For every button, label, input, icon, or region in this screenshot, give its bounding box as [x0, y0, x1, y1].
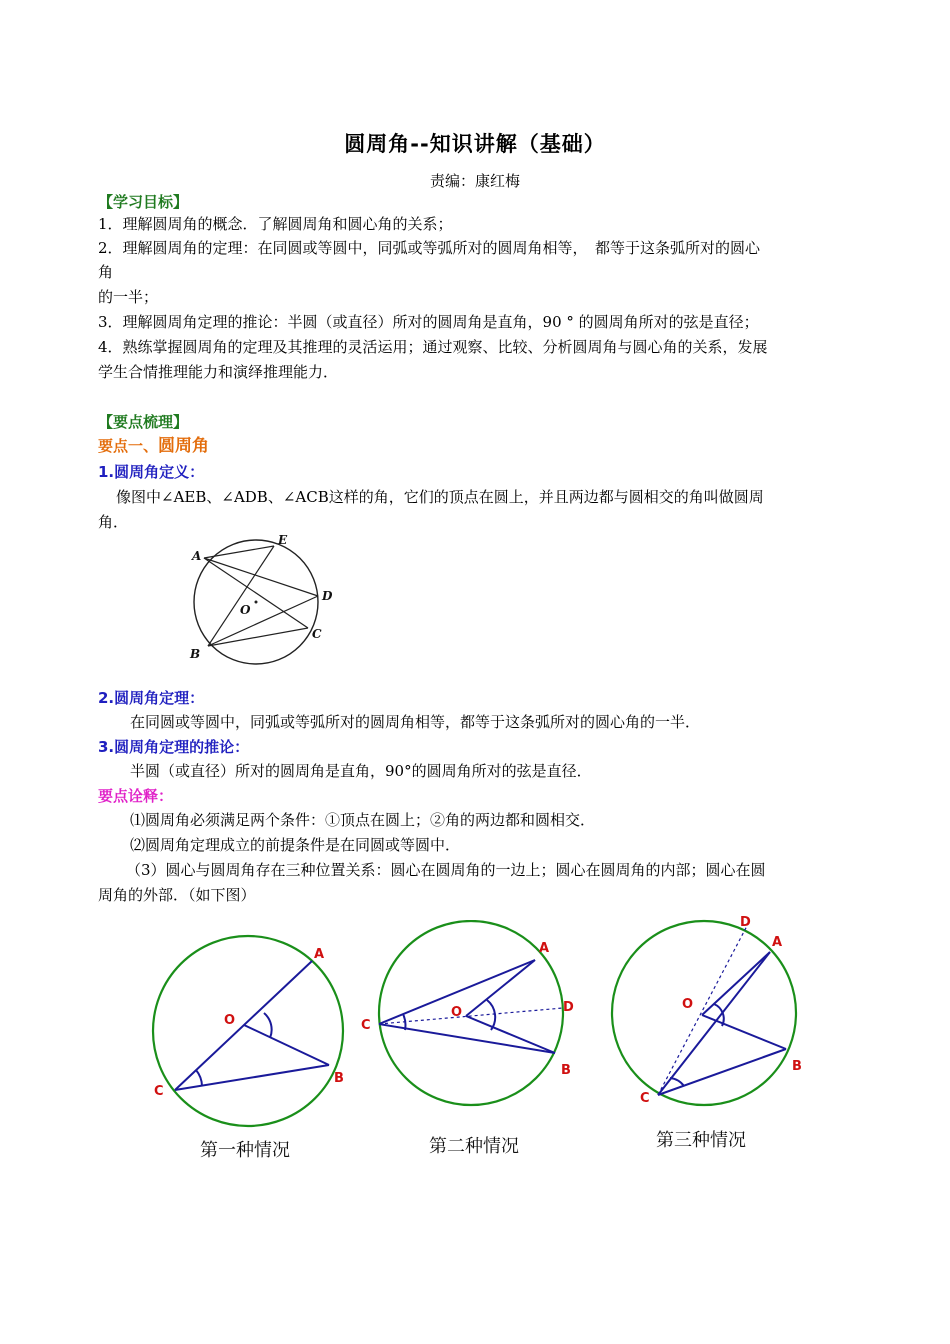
author-line: 责编：康红梅	[429, 172, 520, 190]
case-diameter	[658, 924, 748, 1095]
corollary-heading: 3.圆周角定理的推论：	[98, 738, 250, 756]
case1-caption: 第一种情况	[200, 1140, 290, 1161]
case-two-figure	[355, 920, 585, 1170]
goal-line: 4．熟练掌握圆周角的定理及其推理的灵活运用；通过观察、比较、分析圆周角与圆心角的关系，发展	[98, 338, 768, 356]
case1-label-o: O	[224, 1013, 236, 1028]
case1-label-c: C	[154, 1084, 164, 1099]
goal-line: 2．理解圆周角的定理：在同圆或等圆中，同弧或等弧所对的圆周角相等， 都等于这条弧所对的圆心	[98, 239, 761, 257]
case2-label-a: A	[539, 941, 550, 956]
case2-caption: 第二种情况	[429, 1136, 519, 1157]
goal-line: 1．理解圆周角的概念．了解圆周角和圆心角的关系；	[98, 215, 453, 233]
theorem-heading: 2.圆周角定理：	[98, 689, 205, 707]
notes-heading: 要点诠释：	[98, 787, 174, 805]
case2-label-c: C	[361, 1018, 371, 1033]
case3-label-o: O	[682, 997, 694, 1012]
point1-title: 圆周角	[158, 436, 210, 456]
note-line: ⑴圆周角必须满足两个条件：①顶点在圆上；②角的两边都和圆相交．	[130, 811, 596, 829]
case3-label-d: D	[740, 915, 751, 930]
summary-heading: 【要点梳理】	[98, 413, 189, 431]
page-title: 圆周角--知识讲解（基础）	[344, 132, 606, 156]
point1-heading	[98, 434, 858, 458]
fig1-label-e: E	[278, 533, 288, 547]
fig1-label-a: A	[192, 549, 202, 563]
fig1-label-c: C	[312, 627, 322, 641]
inscribed-angle-figure	[180, 530, 340, 670]
point1-prefix: 要点一、	[98, 437, 159, 455]
case3-label-c: C	[640, 1091, 650, 1106]
case2-label-d: D	[563, 1000, 574, 1015]
definition-text: 像图中∠AEB、∠ADB、∠ACB这样的角，它们的顶点在圆上，并且两边都与圆相交的角叫做圆周	[116, 488, 764, 506]
center-point	[255, 601, 258, 604]
case-three-figure	[600, 910, 820, 1160]
fig1-label-d: D	[322, 589, 333, 603]
case3-label-a: A	[772, 935, 783, 950]
case1-label-b: B	[334, 1071, 344, 1086]
case-lines	[379, 960, 555, 1053]
fig1-label-o: O	[240, 603, 251, 617]
case3-caption: 第三种情况	[656, 1130, 746, 1151]
goal-line: 的一半；	[98, 288, 159, 306]
fig1-label-b: B	[190, 647, 201, 661]
case2-label-o: O	[451, 1005, 463, 1020]
definition-text: 角．	[98, 513, 129, 531]
goal-line: 角	[98, 263, 114, 281]
note-line: （3）圆心与圆周角存在三种位置关系：圆心在圆周角的一边上；圆心在圆周角的内部；圆心在圆	[126, 861, 766, 879]
definition-heading: 1.圆周角定义：	[98, 463, 205, 481]
figure-chords	[204, 546, 318, 646]
theorem-text: 在同圆或等圆中，同弧或等弧所对的圆周角相等，都等于这条弧所对的圆心角的一半．	[130, 713, 701, 731]
case1-label-a: A	[314, 947, 325, 962]
case-lines	[658, 952, 786, 1095]
goals-heading: 【学习目标】	[98, 193, 189, 211]
case2-label-b: B	[561, 1063, 571, 1078]
case3-label-b: B	[792, 1059, 802, 1074]
note-line: 周角的外部．（如下图）	[98, 886, 256, 904]
note-line: ⑵圆周角定理成立的前提条件是在同圆或等圆中．	[130, 836, 461, 854]
case-circle	[153, 936, 343, 1126]
case-one-figure	[140, 920, 360, 1170]
goal-line: 3．理解圆周角定理的推论：半圆（或直径）所对的圆周角是直角，90 ° 的圆周角所对的弦是直径；	[98, 313, 759, 331]
goal-line: 学生合情推理能力和演绎推理能力．	[98, 363, 339, 381]
corollary-text: 半圆（或直径）所对的圆周角是直角，90°的圆周角所对的弦是直径．	[130, 762, 592, 780]
case-lines	[175, 961, 329, 1090]
case-diameter	[379, 1008, 563, 1024]
